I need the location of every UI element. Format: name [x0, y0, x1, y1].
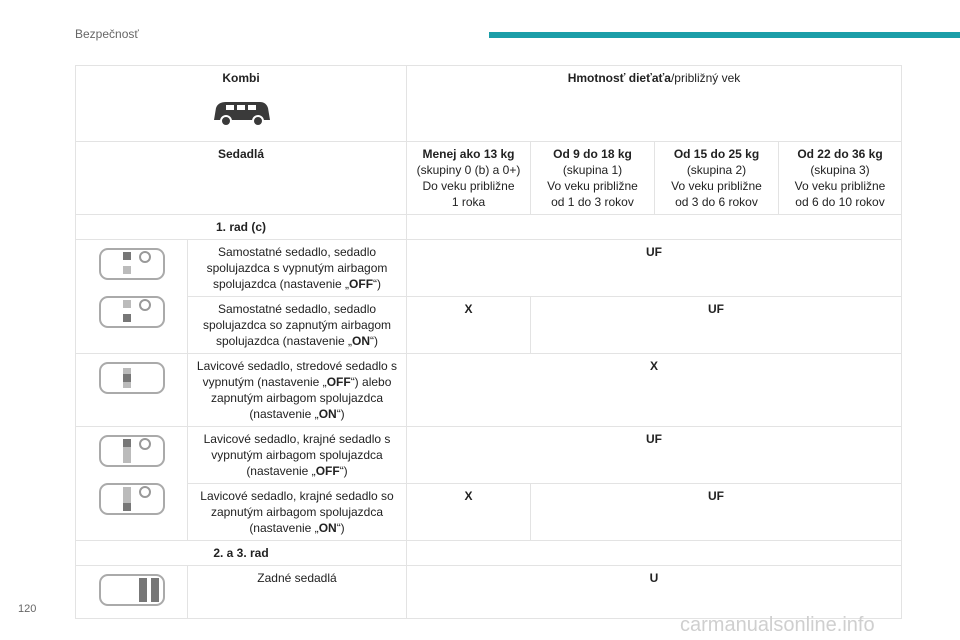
group-2: Od 15 do 25 kg (skupina 2) Vo veku približne od 3 do 6 rokov: [655, 142, 779, 215]
vehicle-cell: [76, 66, 407, 142]
row-1-label: 1. rad (c): [76, 215, 407, 240]
r1-desc: Samostatné sedadlo, sedadlo spolujazdca s vypnutým airbagom spolujazdca (nastavenie „OFF“): [188, 240, 407, 297]
bench-outer-icons: [76, 427, 188, 541]
car-seat-icon: [97, 433, 167, 469]
r3-value: X: [407, 354, 902, 427]
row-2-label: 2. a 3. rad: [76, 541, 407, 566]
r6-desc: Zadné sedadlá: [188, 566, 407, 619]
car-seat-icon: [97, 246, 167, 282]
r1-value: UF: [407, 240, 902, 297]
r2-value-2: UF: [531, 297, 902, 354]
r6-value: U: [407, 566, 902, 619]
r5-value-2: UF: [531, 484, 902, 541]
group-1: Od 9 do 18 kg (skupina 1) Vo veku približne od 1 do 3 rokov: [531, 142, 655, 215]
car-seat-icon: [97, 572, 167, 608]
page-number: 120: [18, 603, 37, 615]
front-seat-icons: [76, 240, 188, 354]
r3-desc: Lavicové sedadlo, stredové sedadlo s vypnutým (nastavenie „OFF“) alebo zapnutým airbagom spolujazdca (nastavenie „ON“): [188, 354, 407, 427]
seats-label: Sedadlá: [76, 142, 407, 215]
section-header: Bezpečnosť: [75, 27, 139, 41]
r2-desc: Samostatné sedadlo, sedadlo spolujazdca so zapnutým airbagom spolujazdca (nastavenie „ON“): [188, 297, 407, 354]
watermark: carmanualsonline.info: [680, 614, 875, 636]
r5-value-1: X: [407, 484, 531, 541]
rear-seats-icon: [76, 566, 188, 619]
van-icon: [210, 98, 272, 128]
child-seat-table: [75, 65, 902, 619]
weight-header: Hmotnosť dieťaťa/približný vek: [407, 66, 902, 142]
r2-value-1: X: [407, 297, 531, 354]
group-0: Menej ako 13 kg (skupiny 0 (b) a 0+) Do veku približne 1 roka: [407, 142, 531, 215]
car-seat-icon: [97, 481, 167, 517]
car-seat-icon: [97, 360, 167, 396]
r5-desc: Lavicové sedadlo, krajné sedadlo so zapnutým airbagom spolujazdca (nastavenie „ON“): [188, 484, 407, 541]
header-accent-bar: [489, 32, 960, 38]
r4-value: UF: [407, 427, 902, 484]
group-3: Od 22 do 36 kg (skupina 3) Vo veku približne od 6 do 10 rokov: [779, 142, 902, 215]
r4-desc: Lavicové sedadlo, krajné sedadlo s vypnutým airbagom spolujazdca (nastavenie „OFF“): [188, 427, 407, 484]
vehicle-label: Kombi: [222, 71, 260, 85]
bench-center-icon: [76, 354, 188, 427]
car-seat-icon: [97, 294, 167, 330]
